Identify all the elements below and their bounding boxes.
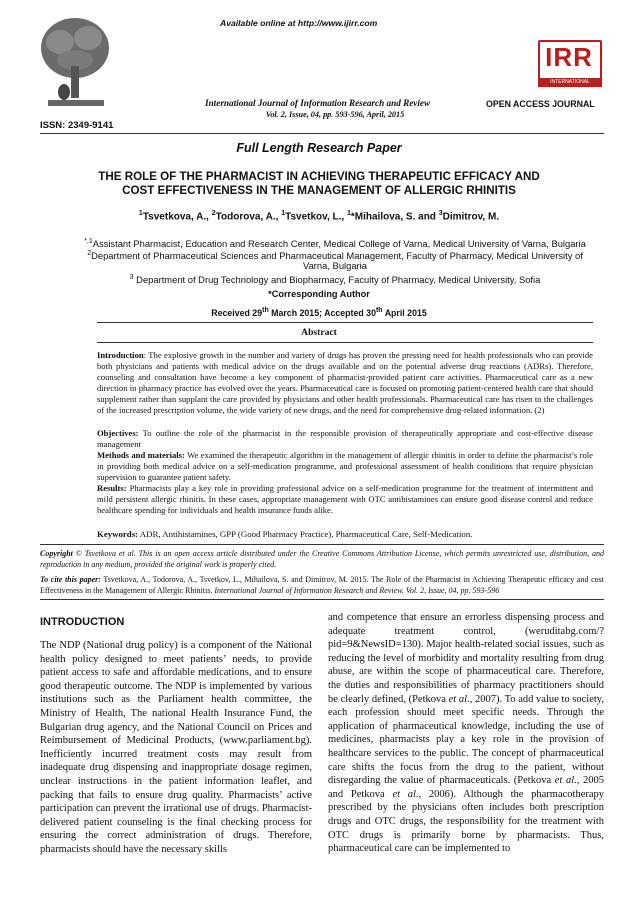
citation-rule [40, 599, 604, 600]
author-4: *Mihailova, S. and [350, 211, 439, 223]
irr-logo-text: IRR [545, 42, 593, 72]
affiliation-1: $^{*,1}$Assistant Pharmacist, Education and Research Center, Medical College of Varna, Medical University of Varna, Bulgaria [84, 238, 586, 250]
citation: To cite this paper: Tsvetkova, A., Todorova, A., Tsvetkov, L., Mihailova, S. and Dimitrov, M. 2015. The Role of the Pharmacist in Achieving Therapeutic efficacy and cost Effectiveness in the Management of Allergic Rhinitis. International Journal of Information Research and Review. Vol. 2, Issue, 04, pp. 593-596 [40, 575, 604, 595]
author-1: Tsvetkova, A., [142, 211, 212, 223]
journal-tree-logo [38, 14, 112, 114]
author-2: Todorova, A., [215, 211, 282, 223]
title-line-1: THE ROLE OF THE PHARMACIST IN ACHIEVING THERAPEUTIC EFFICACY AND [98, 170, 540, 183]
copyright-notice: Copyright © Tsvetkova et al. This is an open access article distributed under the Creative Commons Attribution License, which permits unrestricted use, distribution, and reproduction in any medium, provided the original work is properly cited. [40, 549, 604, 569]
abstract-objectives: Objectives: To outline the role of the pharmacist in the responsible provision of therapeutically appropriate and cost-effective disease management [97, 428, 593, 450]
title-line-2: COST EFFECTIVENESS IN THE MANAGEMENT OF ALLERGIC RHINITIS [122, 184, 516, 197]
abstract-heading: Abstract [301, 327, 337, 338]
author-3: Tsvetkov, L., [285, 211, 347, 223]
available-online: Available online at http://www.ijirr.com [220, 18, 378, 28]
corresponding-author: *Corresponding Author [268, 289, 370, 299]
paper-type: Full Length Research Paper [236, 141, 402, 155]
abstract-results: Results: Pharmacists play a key role in providing professional advice on a self-medication programme for the treatment of intermittent and mild persistent allergic rhinitis. In these cases, appropriate management with OTC antihistamines can ensure good disease control and reduce healthcare spending for individuals and health insurance funds alike. [97, 483, 593, 516]
keywords: Keywords: ADR, Antihistamines, GPP (Good Pharmacy Practice), Pharmaceutical Care, Self-Medication. [97, 529, 473, 539]
affiliation-2-cont: Varna, Bulgaria [303, 260, 367, 271]
abstract-top-rule [97, 322, 593, 323]
author-5: Dimitrov, M. [442, 211, 500, 223]
abstract-introduction: Introduction: The explosive growth in the number and variety of drugs has proven the pressing need for health professionals who can provide both physicians and patients with medical advice on the drugs available and on the potential adverse drug reactions (ADRs). Therefore, counseling and consultation have become a key component of pharmacist-provided patient care activities. Pharmaceutical care as a new direction in pharmacy practice has evolved over the years. Pharmaceutical care is focused on promoting patient-centered health care that should supplement rather than supplant the care provided by physicians and other health professionals. Pharmaceutical care has risen to the challenges of the increased prescription volume, the wide variety of new drugs, and the need for comprehensive drug-related information. (2) [97, 350, 593, 416]
abstract-methods: Methods and materials: We examined the therapeutic algorithm in the management of allergic rhinitis in order to define the pharmacist’s role in providing both medical advice on a self-medication programme, and professional assessment of health conditions that require physician supervision to guarantee patient safety. [97, 450, 593, 483]
volume-info: Vol. 2, Issue, 04, pp. 593-596, April, 2015 [265, 110, 405, 119]
received-dates: Received 29th March 2015; Accepted 30th April 2015 [211, 307, 427, 318]
journal-name: International Journal of Information Research and Review [205, 98, 431, 108]
affiliation-3: $^3$ Department of Drug Technology and Biopharmacy, Faculty of Pharmacy, Medical University, Sofia [129, 274, 541, 286]
abstract-bottom-rule [40, 544, 604, 545]
irr-logo-subtext: INTERNATIONAL JOURNAL [538, 78, 602, 87]
authors: $^1$Tsvetkova, A., $^2$Todorova, A., $^1$Tsvetkov, L., $^1$*Mihailova, S. and $^3$Dimitrov, M. [138, 210, 500, 223]
abstract-heading-rule [97, 342, 593, 343]
introduction-col1: The NDP (National drug policy) is a component of the National health policy designed to meet patients’ needs, to provide patient access to safe and affordable medications, and to ensure good therapeutic outcome. The NDP is implemented by various institutions such as the Parliament health committee, the Ministry of Health, The national Health Insurance Fund, the Bulgarian drug agency, and the National Council on Prices and Reimbursement of Medicinal Products, (www.parliament.bg). Inefficiently incurred treatment costs may result from inadequate drug dispensing and inappropriate dosage regimen, unclear instructions in the patient information leaflet, and packing that fails to ensure drug quality. Pharmacists’ active participation can prevent the irrational use of drugs. Pharmacist-delivered patient counseling is the final checking process for ensuring the correct administration of drugs. Therefore, pharmacists should have the necessary skills [40, 640, 312, 855]
affiliation-2: $^2$Department of Pharmaceutical Sciences and Pharmaceutical Management, Faculty of Pharmacy, Medical University of [87, 250, 583, 262]
paper-title [20, 170, 618, 198]
introduction-heading: INTRODUCTION [40, 616, 125, 628]
issn: ISSN: 2349-9141 [40, 120, 114, 131]
header-divider [40, 133, 604, 134]
irr-logo [534, 40, 604, 94]
open-access-label: OPEN ACCESS JOURNAL [486, 99, 595, 109]
introduction-col2: and competence that ensure an errorless dispensing process and adequate treatment control, (weruditabg.com/?pid=9&NewsID=130). Major health-related social issues, such as reducing the level of morbidity and mortality resulting from drug abuse, are within the scope of pharmaceutical care. Therefore, the duties and responsibilities of pharmacy practitioners should be clearly defined, (Petkova et al., 2007). To add value to society, each profession should meet specific needs. Through the application of pharmaceutical knowledge, including the use of medicines, pharmacists play a key role in the provision of healthcare services to the public. The concept of pharmaceutical care shifts the focus from the drug to the patient, without disregarding the value of pharmaceuticals. (Petkova et al., 2005 and Petkova et al., 2006). Although the pharmacotherapy prescribed by the physicians often includes both prescription drugs and OTC drugs, the responsibility for the treatment with OTC drugs is primarily borne by pharmacists. Thus, pharmaceutical care can be implemented to [328, 612, 605, 855]
